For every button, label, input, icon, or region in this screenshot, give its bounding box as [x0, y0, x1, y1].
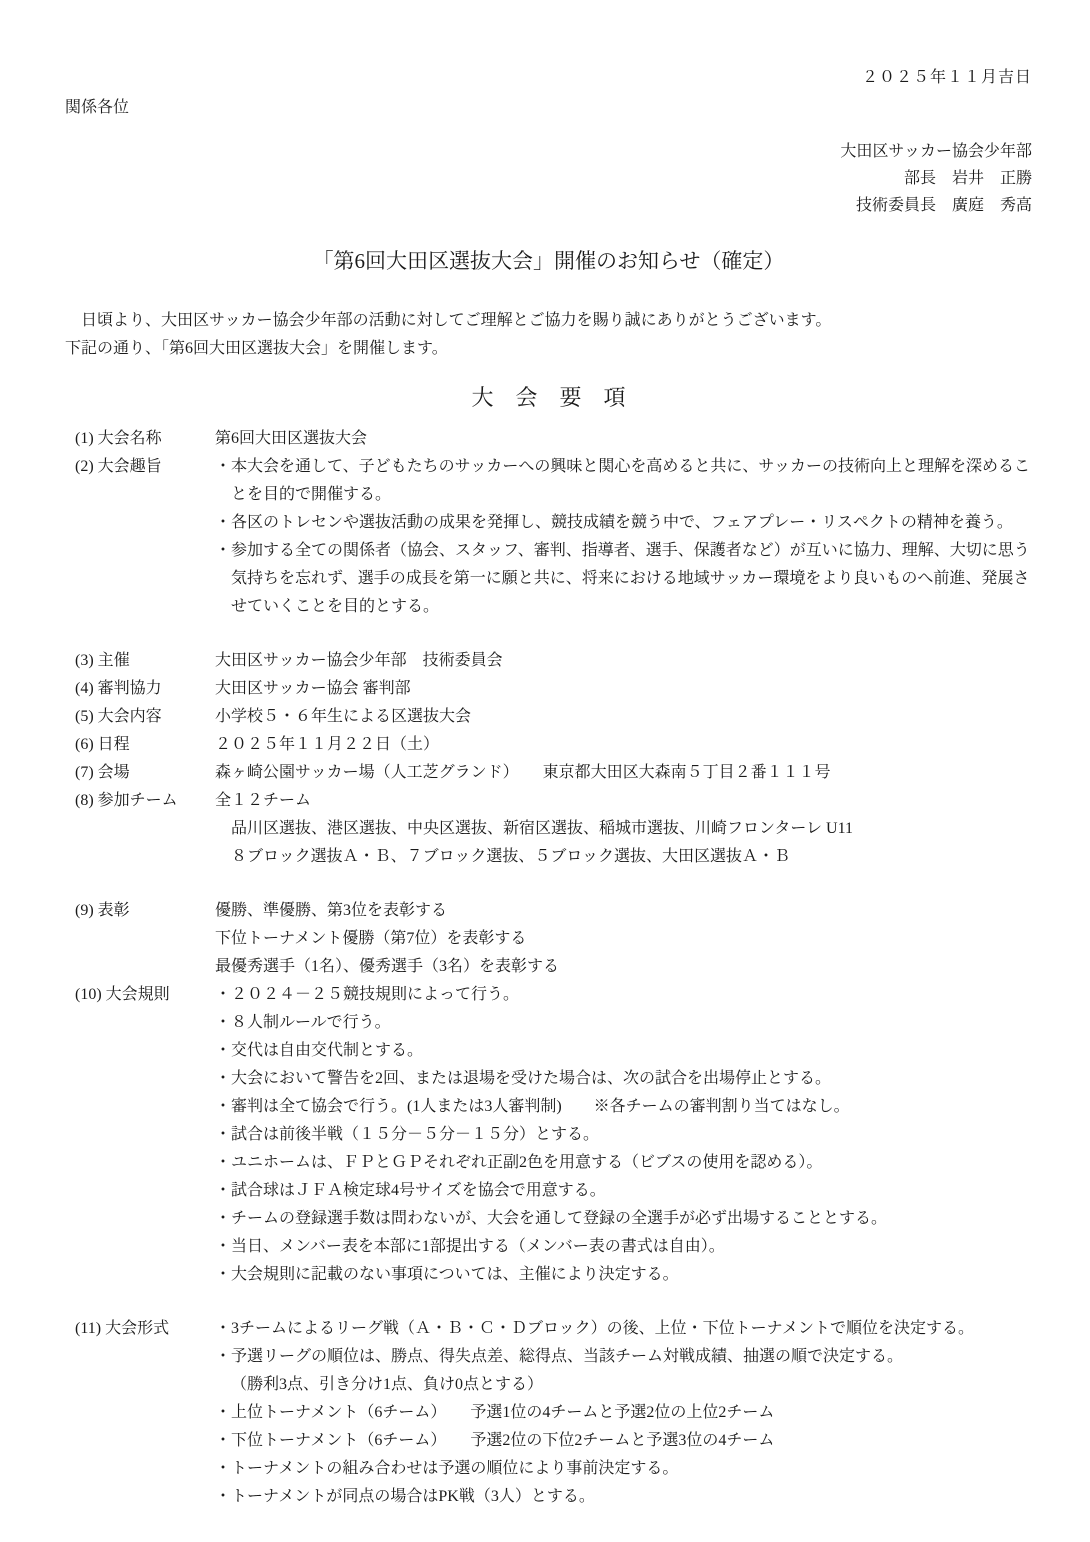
sender-organization: 大田区サッカー協会少年部	[840, 143, 1032, 160]
outline-item-line: ・トーナメントの組み合わせは予選の順位により事前決定する。	[215, 1460, 679, 1477]
meeting-outline-items	[65, 425, 1032, 1511]
section-heading: 大 会 要 項	[471, 385, 626, 410]
outline-item-line: ・ユニホームは、ＦＰとＧＰそれぞれ正副2色を用意する（ビブスの使用を認める）。	[215, 1154, 823, 1171]
outline-item-line: （勝利3点、引き分け1点、負け0点とする）	[231, 1376, 544, 1393]
outline-item-content	[215, 787, 1032, 871]
outline-item-line: 優勝、準優勝、第3位を表彰する	[215, 902, 448, 919]
outline-item-line: ・交代は自由交代制とする。	[215, 1042, 424, 1059]
outline-item-label: (11) 大会形式	[75, 1320, 170, 1337]
outline-item-line: ・試合は前後半戦（１５分－５分－１５分）とする。	[215, 1126, 600, 1143]
outline-item-row	[75, 981, 1032, 1289]
outline-item-line: ・各区のトレセンや選抜活動の成果を発揮し、競技成績を競う中で、フェアプレー・リスペクトの精神を養う。	[215, 514, 1013, 531]
outline-item-content	[215, 1315, 1032, 1511]
outline-item-row	[75, 759, 1032, 787]
outline-item-row	[75, 425, 1032, 453]
greeting-line: 下記の通り、「第6回大田区選抜大会」を開催します。	[65, 340, 448, 357]
outline-item-content	[215, 731, 1032, 759]
greeting-line: 日頃より、大田区サッカー協会少年部の活動に対してご理解とご協力を賜り誠にありがとうございます。	[65, 312, 832, 329]
outline-item-row	[75, 1315, 1032, 1511]
outline-item-line: ・下位トーナメント（6チーム） 予選2位の下位2チームと予選3位の4チーム	[215, 1432, 775, 1449]
outline-item-row	[75, 787, 1032, 871]
document-title: 「第6回大田区選抜大会」開催のお知らせ（確定）	[312, 249, 785, 273]
outline-item-line: ・トーナメントが同点の場合はPK戦（3人）とする。	[215, 1488, 595, 1505]
outline-item-row	[75, 897, 1032, 981]
outline-item-line: 最優秀選手（1名）、優秀選手（3名）を表彰する	[215, 958, 560, 975]
outline-item-content	[215, 647, 1032, 675]
greeting-paragraph	[65, 307, 1032, 363]
outline-item-line: ・８人制ルールで行う。	[215, 1014, 391, 1031]
outline-item-row	[75, 647, 1032, 675]
document-date: ２０２５年１１月吉日	[861, 69, 1032, 86]
outline-item-label: (2) 大会趣旨	[75, 458, 162, 475]
outline-item-row	[75, 675, 1032, 703]
outline-item-label: (9) 表彰	[75, 902, 130, 919]
outline-item-line: ２０２５年１１月２２日（土）	[215, 736, 440, 753]
outline-item-line: 小学校５・６年生による区選抜大会	[215, 708, 472, 725]
outline-item-line: ・本大会を通して、子どもたちのサッカーへの興味と関心を高めると共に、サッカーの技術向上と理解を深めることを目的で開催する。	[215, 458, 1031, 503]
outline-item-row	[75, 731, 1032, 759]
sender-director: 部長 岩井 正勝	[903, 170, 1032, 187]
outline-item-line: 森ヶ崎公園サッカー場（人工芝グランド） 東京都大田区大森南５丁目２番１１１号	[215, 764, 831, 781]
outline-item-line: ・上位トーナメント（6チーム） 予選1位の4チームと予選2位の上位2チーム	[215, 1404, 775, 1421]
outline-item-content	[215, 981, 1032, 1289]
outline-item-label: (3) 主催	[75, 652, 130, 669]
outline-item-content	[215, 675, 1032, 703]
outline-item-line: ・２０２４－２５競技規則によって行う。	[215, 986, 520, 1003]
outline-item-line: ・試合球はＪＦＡ検定球4号サイズを協会で用意する。	[215, 1182, 606, 1199]
outline-item-line: 第6回大田区選抜大会	[215, 430, 368, 447]
outline-item-content	[215, 759, 1032, 787]
outline-item-row	[75, 453, 1032, 621]
outline-item-label: (8) 参加チーム	[75, 792, 178, 809]
outline-item-line: 大田区サッカー協会 審判部	[215, 680, 411, 697]
outline-item-content	[215, 703, 1032, 731]
outline-item-line: 品川区選抜、港区選抜、中央区選抜、新宿区選抜、稲城市選抜、川崎フロンターレ U11	[231, 820, 854, 837]
outline-item-label: (6) 日程	[75, 736, 130, 753]
outline-item-line: 全１２チーム	[215, 792, 312, 809]
outline-item-content	[215, 425, 1032, 453]
sender-block	[65, 138, 1032, 219]
sender-technical-chair: 技術委員長 廣庭 秀高	[855, 197, 1032, 214]
outline-item-line: ・予選リーグの順位は、勝点、得失点差、総得点、当該チーム対戦成績、抽選の順で決定する。	[215, 1348, 904, 1365]
outline-item-label: (4) 審判協力	[75, 680, 162, 697]
outline-item-line: 下位トーナメント優勝（第7位）を表彰する	[215, 930, 527, 947]
outline-item-content	[215, 453, 1032, 621]
outline-item-line: ・当日、メンバー表を本部に1部提出する（メンバー表の書式は自由）。	[215, 1238, 725, 1255]
addressee: 関係各位	[65, 99, 130, 116]
outline-item-label: (5) 大会内容	[75, 708, 162, 725]
outline-item-line: ・大会において警告を2回、または退場を受けた場合は、次の試合を出場停止とする。	[215, 1070, 832, 1087]
outline-item-label: (1) 大会名称	[75, 430, 162, 447]
outline-item-label: (7) 会場	[75, 764, 130, 781]
outline-item-line: ・審判は全て協会で行う。(1人または3人審判制) ※各チームの審判割り当てはなし。	[215, 1098, 850, 1115]
outline-item-line: ・参加する全ての関係者（協会、スタッフ、審判、指導者、選手、保護者など）が互いに協力、理解、大切に思う気持ちを忘れず、選手の成長を第一に願と共に、将来における地域サッカー環境をより良いものへ前進、発展させていくことを目的とする。	[215, 542, 1030, 615]
outline-item-label: (10) 大会規則	[75, 986, 170, 1003]
outline-item-content	[215, 897, 1032, 981]
outline-item-line: ・大会規則に記載のない事項については、主催により決定する。	[215, 1266, 679, 1283]
outline-item-line: ８ブロック選抜Ａ・Ｂ、７ブロック選抜、５ブロック選抜、大田区選抜Ａ・Ｂ	[231, 848, 791, 865]
outline-item-line: ・3チームによるリーグ戦（Ａ・Ｂ・Ｃ・Ｄブロック）の後、上位・下位トーナメントで順位を決定する。	[215, 1320, 975, 1337]
outline-item-row	[75, 703, 1032, 731]
outline-item-line: 大田区サッカー協会少年部 技術委員会	[215, 652, 503, 669]
outline-item-line: ・チームの登録選手数は問わないが、大会を通して登録の全選手が必ず出場することとする。	[215, 1210, 888, 1227]
